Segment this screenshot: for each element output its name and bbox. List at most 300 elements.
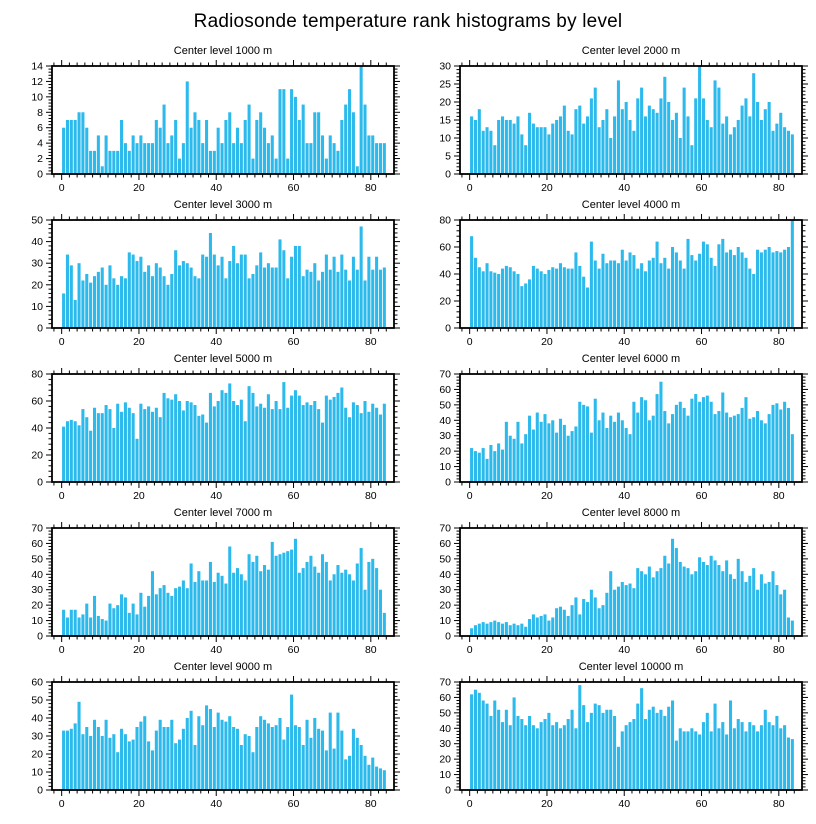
histogram-bar — [629, 722, 632, 790]
histogram-bar — [360, 745, 363, 790]
histogram-bar — [116, 752, 119, 790]
y-tick-label: 10 — [439, 132, 451, 145]
histogram-bar — [520, 134, 523, 174]
histogram-bar — [159, 720, 162, 790]
histogram-bar — [536, 127, 539, 174]
histogram-bar — [363, 280, 366, 328]
histogram-bar — [275, 725, 278, 790]
histogram-bar — [155, 408, 158, 482]
histogram-bar — [686, 731, 689, 790]
subplot-title: Center level 7000 m — [173, 507, 273, 519]
histogram-bar — [193, 582, 196, 636]
histogram-bar — [356, 405, 359, 482]
histogram-bar — [775, 124, 778, 174]
histogram-bar — [174, 394, 177, 482]
histogram-bar — [379, 270, 382, 328]
histogram-bar — [78, 702, 81, 790]
histogram-bar — [379, 143, 382, 174]
histogram-bar — [613, 422, 616, 482]
histogram-bar — [574, 252, 577, 328]
histogram-bar — [306, 720, 309, 790]
histogram-bar — [543, 414, 546, 482]
histogram-bar — [474, 451, 477, 482]
histogram-bar — [791, 220, 794, 328]
histogram-bar — [516, 116, 519, 174]
histogram-bar — [166, 593, 169, 636]
histogram-bar — [344, 105, 347, 174]
y-tick-label: 40 — [31, 236, 43, 249]
histogram-bar — [621, 420, 624, 482]
histogram-bar — [221, 720, 224, 790]
histogram-bar — [694, 731, 697, 790]
histogram-bar — [151, 750, 154, 790]
histogram-bar — [771, 571, 774, 636]
histogram-bar — [474, 690, 477, 790]
histogram-bar — [725, 734, 728, 790]
subplot-title: Center level 8000 m — [581, 507, 681, 519]
histogram-bar — [298, 246, 301, 328]
histogram-bar — [85, 727, 88, 790]
histogram-bar — [147, 596, 150, 636]
histogram-bar — [135, 143, 138, 174]
y-tick-label: 40 — [31, 422, 43, 435]
subplot-title: Center level 6000 m — [581, 353, 681, 365]
x-tick-label: 0 — [58, 336, 65, 348]
histogram-bar — [348, 280, 351, 328]
x-tick-label: 60 — [695, 798, 708, 810]
histogram-bar — [352, 729, 355, 790]
histogram-bar — [714, 266, 717, 328]
histogram-bar — [209, 393, 212, 482]
histogram-bar — [132, 740, 135, 790]
histogram-bar — [543, 719, 546, 790]
histogram-bar — [493, 621, 496, 636]
histogram-bar — [625, 102, 628, 174]
histogram-bar — [163, 727, 166, 790]
histogram-bar — [582, 277, 585, 328]
y-tick-label: 40 — [31, 568, 43, 581]
x-tick-label: 60 — [287, 490, 300, 502]
y-tick-label: 0 — [445, 168, 451, 181]
histogram-bar — [725, 116, 728, 174]
y-tick-label: 20 — [31, 748, 43, 761]
histogram-bar — [143, 143, 146, 174]
histogram-bar — [294, 725, 297, 790]
histogram-bar — [321, 423, 324, 482]
histogram-bar — [97, 413, 100, 482]
histogram-bar — [737, 719, 740, 790]
histogram-plot — [0, 366, 408, 506]
x-tick-label: 60 — [287, 644, 300, 656]
subplot-center-level-9000m — [0, 660, 408, 814]
histogram-bar — [317, 409, 320, 482]
histogram-bar — [70, 265, 73, 328]
histogram-bar — [725, 252, 728, 328]
x-tick-label: 60 — [287, 336, 300, 348]
histogram-bar — [294, 390, 297, 482]
histogram-bar — [505, 120, 508, 174]
histogram-bar — [248, 105, 251, 174]
histogram-bar — [702, 242, 705, 328]
histogram-bar — [679, 562, 682, 636]
histogram-bar — [764, 584, 767, 636]
histogram-bar — [470, 116, 473, 174]
histogram-bar — [166, 727, 169, 790]
y-tick-label: 10 — [31, 300, 43, 313]
histogram-bar — [629, 120, 632, 174]
histogram-bar — [236, 568, 239, 636]
histogram-bar — [159, 588, 162, 636]
y-tick-label: 0 — [37, 476, 43, 489]
histogram-bar — [336, 151, 339, 174]
histogram-bar — [540, 271, 543, 328]
histogram-bar — [489, 622, 492, 636]
histogram-bar — [333, 397, 336, 482]
histogram-bar — [271, 542, 274, 636]
histogram-bar — [710, 402, 713, 482]
histogram-bar — [356, 563, 359, 636]
histogram-bar — [509, 725, 512, 790]
histogram-bar — [217, 128, 220, 174]
histogram-bar — [671, 120, 674, 174]
histogram-bar — [159, 128, 162, 174]
histogram-bar — [714, 704, 717, 790]
histogram-bar — [683, 88, 686, 174]
histogram-bar — [509, 625, 512, 636]
histogram-bar — [155, 263, 158, 328]
histogram-bar — [528, 416, 531, 482]
histogram-bar — [690, 574, 693, 636]
histogram-bar — [632, 402, 635, 482]
x-tick-label: 20 — [541, 644, 553, 656]
histogram-bar — [105, 405, 108, 482]
histogram-bar — [667, 269, 670, 328]
histogram-bar — [313, 112, 316, 174]
histogram-bar — [329, 270, 332, 328]
histogram-bar — [325, 159, 328, 174]
histogram-bar — [101, 619, 104, 636]
histogram-bar — [209, 709, 212, 790]
histogram-bar — [555, 120, 558, 174]
histogram-bar — [201, 725, 204, 790]
histogram-bar — [178, 401, 181, 482]
histogram-bar — [333, 574, 336, 636]
histogram-bar — [694, 394, 697, 482]
x-tick-label: 60 — [695, 644, 708, 656]
histogram-bar — [509, 120, 512, 174]
histogram-bar — [166, 398, 169, 482]
y-tick-label: 10 — [31, 91, 43, 104]
histogram-bar — [267, 394, 270, 482]
histogram-bar — [166, 285, 169, 328]
histogram-bar — [329, 713, 332, 790]
histogram-bar — [275, 159, 278, 174]
x-tick-label: 60 — [287, 798, 300, 810]
histogram-bar — [520, 624, 523, 636]
histogram-bar — [74, 610, 77, 636]
histogram-bar — [108, 604, 111, 636]
histogram-bar — [714, 560, 717, 636]
histogram-plot — [0, 58, 408, 198]
histogram-bar — [240, 255, 243, 328]
histogram-bar — [482, 701, 485, 790]
histogram-bar — [513, 271, 516, 328]
histogram-bar — [613, 716, 616, 790]
histogram-bar — [636, 98, 639, 174]
y-tick-label: 50 — [31, 214, 43, 227]
histogram-bar — [217, 573, 220, 636]
histogram-bar — [613, 590, 616, 636]
histogram-bar — [97, 135, 100, 174]
histogram-bar — [559, 607, 562, 636]
histogram-bar — [536, 413, 539, 482]
histogram-plot — [0, 212, 408, 352]
histogram-bar — [536, 617, 539, 636]
histogram-bar — [675, 405, 678, 482]
histogram-bar — [683, 269, 686, 328]
histogram-bar — [768, 247, 771, 328]
histogram-plot — [0, 520, 408, 660]
histogram-bar — [306, 143, 309, 174]
x-tick-label: 0 — [58, 490, 65, 502]
histogram-bar — [135, 727, 138, 790]
subplot-center-level-2000m — [408, 44, 816, 198]
histogram-bar — [540, 616, 543, 636]
histogram-bar — [163, 393, 166, 482]
histogram-bar — [193, 276, 196, 328]
y-tick-label: 0 — [37, 168, 43, 181]
histogram-bar — [555, 269, 558, 328]
histogram-bar — [124, 734, 127, 790]
histogram-bar — [286, 159, 289, 174]
subplot-title: Center level 2000 m — [581, 45, 681, 57]
histogram-bar — [594, 399, 597, 482]
histogram-bar — [551, 617, 554, 636]
histogram-bar — [367, 257, 370, 328]
histogram-bar — [352, 257, 355, 328]
bars — [470, 66, 794, 174]
histogram-bar — [601, 254, 604, 328]
histogram-bar — [694, 98, 697, 174]
histogram-bar — [93, 720, 96, 790]
x-tick-label: 20 — [133, 490, 145, 502]
histogram-bar — [659, 263, 662, 328]
histogram-bar — [748, 576, 751, 636]
histogram-bar — [367, 765, 370, 790]
histogram-bar — [590, 590, 593, 636]
x-tick-label: 80 — [364, 798, 377, 810]
histogram-bar — [271, 727, 274, 790]
histogram-bar — [317, 573, 320, 636]
histogram-bar — [298, 573, 301, 636]
histogram-bar — [543, 614, 546, 636]
histogram-bar — [205, 580, 208, 636]
histogram-bar — [683, 408, 686, 482]
histogram-bar — [251, 159, 254, 174]
histogram-bar — [209, 151, 212, 174]
histogram-bar — [775, 585, 778, 636]
histogram-bar — [698, 66, 701, 174]
histogram-bar — [632, 719, 635, 790]
histogram-bar — [760, 725, 763, 790]
histogram-bar — [617, 263, 620, 328]
histogram-bar — [371, 758, 374, 790]
histogram-bar — [540, 722, 543, 790]
y-tick-label: 70 — [31, 522, 43, 535]
y-tick-label: 40 — [439, 414, 451, 427]
x-tick-label: 40 — [210, 644, 223, 656]
histogram-bar — [636, 568, 639, 636]
histogram-bar — [329, 580, 332, 636]
y-tick-label: 50 — [439, 399, 451, 412]
histogram-bar — [528, 619, 531, 636]
histogram-bar — [197, 416, 200, 482]
histogram-bar — [775, 716, 778, 790]
histogram-bar — [313, 567, 316, 636]
histogram-bar — [629, 252, 632, 328]
histogram-bar — [139, 404, 142, 482]
histogram-bar — [263, 408, 266, 482]
histogram-bar — [97, 272, 100, 328]
histogram-bar — [686, 239, 689, 328]
histogram-bar — [698, 557, 701, 636]
histogram-bar — [547, 270, 550, 328]
histogram-bar — [112, 278, 115, 328]
histogram-bar — [120, 120, 123, 174]
histogram-bar — [764, 109, 767, 174]
histogram-bar — [721, 722, 724, 790]
histogram-bar — [559, 116, 562, 174]
histogram-bar — [489, 131, 492, 174]
histogram-bar — [97, 616, 100, 636]
histogram-bar — [567, 436, 570, 482]
histogram-bar — [282, 382, 285, 482]
histogram-bar — [729, 574, 732, 636]
histogram-bar — [375, 767, 378, 790]
histogram-bar — [489, 445, 492, 482]
histogram-bar — [706, 713, 709, 790]
x-tick-label: 20 — [541, 336, 553, 348]
histogram-bar — [228, 716, 231, 790]
y-tick-label: 20 — [439, 599, 451, 612]
histogram-bar — [302, 745, 305, 790]
histogram-bar — [333, 257, 336, 328]
x-tick-label: 0 — [58, 798, 65, 810]
histogram-bar — [679, 261, 682, 329]
histogram-bar — [186, 718, 189, 790]
histogram-bar — [278, 718, 281, 790]
histogram-bar — [178, 587, 181, 636]
histogram-bar — [147, 406, 150, 482]
histogram-bar — [298, 396, 301, 482]
histogram-bar — [671, 414, 674, 482]
histogram-bar — [748, 116, 751, 174]
histogram-bar — [294, 539, 297, 636]
histogram-bar — [509, 267, 512, 328]
x-tick-label: 80 — [772, 182, 785, 194]
histogram-bar — [108, 151, 111, 174]
histogram-bar — [363, 105, 366, 174]
histogram-bar — [710, 127, 713, 174]
histogram-bar — [151, 412, 154, 482]
histogram-bar — [120, 594, 123, 636]
histogram-bar — [116, 285, 119, 328]
histogram-bar — [656, 571, 659, 636]
histogram-bar — [578, 106, 581, 174]
histogram-bar — [108, 265, 111, 328]
histogram-bar — [217, 265, 220, 328]
histogram-bar — [497, 443, 500, 482]
histogram-bar — [783, 402, 786, 482]
histogram-bar — [505, 422, 508, 482]
histogram-bar — [737, 120, 740, 174]
histogram-bar — [760, 420, 763, 482]
histogram-bar — [213, 255, 216, 328]
histogram-bar — [105, 285, 108, 328]
x-tick-label: 0 — [466, 798, 473, 810]
histogram-bar — [609, 138, 612, 174]
histogram-bar — [371, 404, 374, 482]
y-tick-label: 60 — [31, 395, 43, 408]
y-tick-label: 60 — [31, 676, 43, 689]
histogram-bar — [659, 710, 662, 790]
histogram-bar — [644, 271, 647, 328]
histogram-bar — [120, 412, 123, 482]
y-tick-label: 70 — [439, 368, 451, 381]
histogram-bar — [644, 116, 647, 174]
histogram-bar — [760, 252, 763, 328]
x-tick-label: 40 — [210, 182, 223, 194]
subplot-center-level-1000m — [0, 44, 408, 198]
histogram-bar — [652, 707, 655, 790]
histogram-bar — [497, 120, 500, 174]
histogram-bar — [163, 105, 166, 174]
histogram-bar — [371, 559, 374, 636]
histogram-bar — [240, 745, 243, 790]
histogram-bar — [787, 738, 790, 790]
histogram-bar — [286, 408, 289, 482]
histogram-bar — [193, 745, 196, 790]
histogram-bar — [656, 113, 659, 174]
histogram-bar — [698, 254, 701, 328]
histogram-bar — [733, 728, 736, 790]
histogram-bar — [563, 725, 566, 790]
histogram-bar — [190, 402, 193, 482]
histogram-bar — [737, 414, 740, 482]
histogram-bar — [706, 244, 709, 328]
histogram-bar — [756, 590, 759, 636]
histogram-bar — [733, 579, 736, 636]
y-tick-label: 30 — [31, 730, 43, 743]
histogram-bar — [101, 268, 104, 328]
y-tick-label: 10 — [439, 769, 451, 782]
histogram-bar — [752, 568, 755, 636]
histogram-bar — [547, 621, 550, 636]
histogram-bar — [729, 701, 732, 790]
histogram-bar — [170, 274, 173, 328]
histogram-bar — [201, 415, 204, 483]
histogram-bar — [787, 408, 790, 482]
histogram-bar — [768, 722, 771, 790]
histogram-bar — [609, 710, 612, 790]
histogram-bar — [155, 594, 158, 636]
x-tick-label: 80 — [364, 336, 377, 348]
histogram-bar — [574, 426, 577, 482]
histogram-bar — [501, 722, 504, 790]
histogram-bar — [367, 562, 370, 636]
histogram-bar — [652, 258, 655, 328]
page-title: Radiosonde temperature rank histograms by level — [193, 11, 623, 32]
